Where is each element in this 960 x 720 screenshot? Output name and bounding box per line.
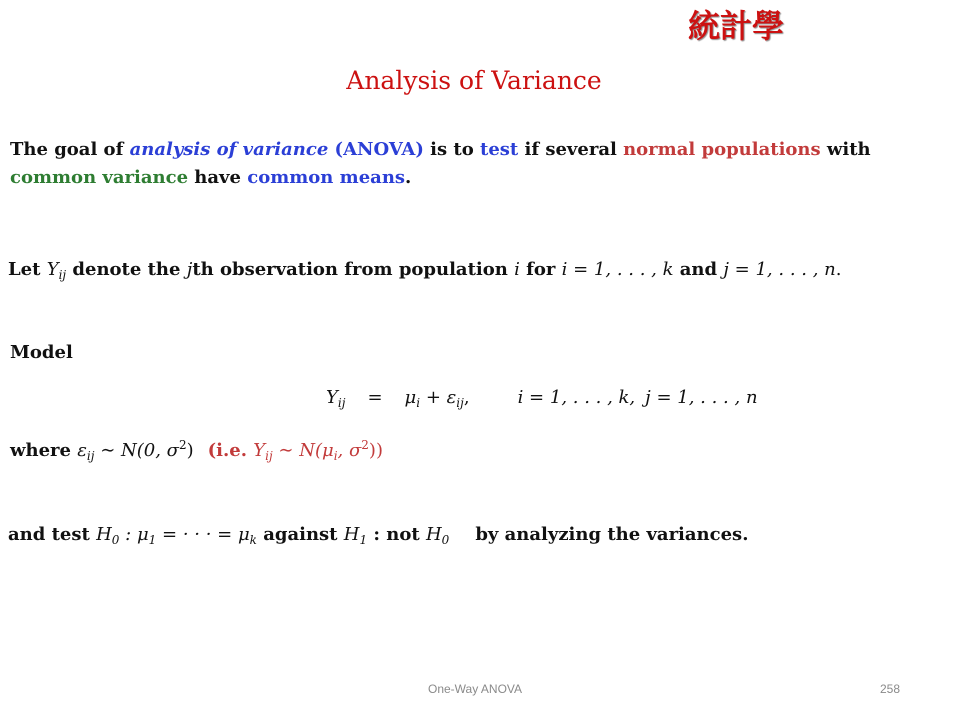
footer-title: One-Way ANOVA xyxy=(428,682,523,696)
math-y: Y xyxy=(46,259,59,280)
common-variance-term: common variance xyxy=(10,167,189,188)
ie-clause xyxy=(208,440,383,461)
slide-title: Analysis of Variance xyxy=(346,66,602,95)
goal-text: . xyxy=(405,167,412,188)
math-i-range: i = 1, . . . , k xyxy=(561,259,674,280)
goal-text: is to xyxy=(423,139,480,160)
anova-abbrev: (ANOVA) xyxy=(328,139,424,160)
math-j: j xyxy=(186,259,193,280)
math-subscript: 0 xyxy=(441,533,450,547)
math-subscript: 1 xyxy=(148,533,157,547)
course-title: 統計學 xyxy=(688,7,785,45)
math-h: H xyxy=(343,524,360,545)
test-text: : not xyxy=(367,524,426,545)
math-subscript: ij xyxy=(265,449,273,463)
math-subscript: i xyxy=(416,396,421,410)
where-text: where xyxy=(10,440,78,461)
math-epsilon: + ε xyxy=(420,387,457,408)
math-j-range: j = 1, . . . , n xyxy=(645,387,758,408)
test-term: test xyxy=(480,139,519,160)
math-subscript: 1 xyxy=(359,533,368,547)
let-text: Let xyxy=(8,259,47,280)
goal-sentence-line-2 xyxy=(10,165,411,191)
math-h: H xyxy=(96,524,112,545)
hypothesis-test-line xyxy=(8,522,748,553)
math-paren: )) xyxy=(368,440,383,461)
math-h: H xyxy=(425,524,442,545)
math-comma: , xyxy=(463,387,470,408)
let-text: for xyxy=(519,259,562,280)
let-text: th observation from population xyxy=(192,259,515,280)
math-equality-chain: = · · · = μ xyxy=(156,524,250,545)
math-superscript: 2 xyxy=(361,438,369,452)
goal-text: if several xyxy=(518,139,624,160)
math-subscript: ij xyxy=(456,396,464,410)
let-text: . xyxy=(835,259,842,280)
math-equals: = xyxy=(367,387,383,408)
model-label: Model xyxy=(10,342,73,363)
math-mu: : μ xyxy=(119,524,149,545)
goal-text: have xyxy=(188,167,248,188)
let-text: and xyxy=(673,259,724,280)
math-superscript: 2 xyxy=(178,438,187,452)
goal-text: The goal of xyxy=(10,139,130,160)
math-i-range: i = 1, . . . , k, xyxy=(517,387,636,408)
math-subscript: ij xyxy=(86,449,95,463)
math-subscript: ij xyxy=(58,268,67,282)
let-definition xyxy=(8,257,841,288)
error-distribution-line xyxy=(10,432,383,469)
math-subscript: ij xyxy=(337,396,346,410)
test-text: and test xyxy=(8,524,97,545)
test-text: against xyxy=(256,524,344,545)
math-paren: ) xyxy=(186,440,194,461)
goal-text: with xyxy=(820,139,871,160)
math-normal-dist: ∼ N(0, σ xyxy=(94,440,179,461)
page-number: 258 xyxy=(880,682,901,696)
math-epsilon: ε xyxy=(77,440,87,461)
math-normal-dist: ∼ N(μ xyxy=(272,440,334,461)
model-equation xyxy=(326,385,758,416)
math-j-range: j = 1, . . . , n xyxy=(723,259,836,280)
test-text: by analyzing the variances. xyxy=(475,524,749,545)
ie-text: (i.e. xyxy=(207,440,254,461)
math-sigma: , σ xyxy=(337,440,362,461)
common-means-term: common means xyxy=(247,167,406,188)
normal-populations-term: normal populations xyxy=(623,139,821,160)
let-text: denote the xyxy=(66,259,187,280)
anova-term: analysis of variance xyxy=(129,139,329,160)
math-i: i xyxy=(514,259,520,280)
math-subscript: 0 xyxy=(111,533,120,547)
goal-sentence-line-1 xyxy=(10,137,871,163)
math-mu: μ xyxy=(404,387,417,408)
math-y: Y xyxy=(253,440,266,461)
math-subscript: k xyxy=(249,533,257,547)
math-y: Y xyxy=(326,387,338,408)
math-subscript: i xyxy=(333,449,338,463)
